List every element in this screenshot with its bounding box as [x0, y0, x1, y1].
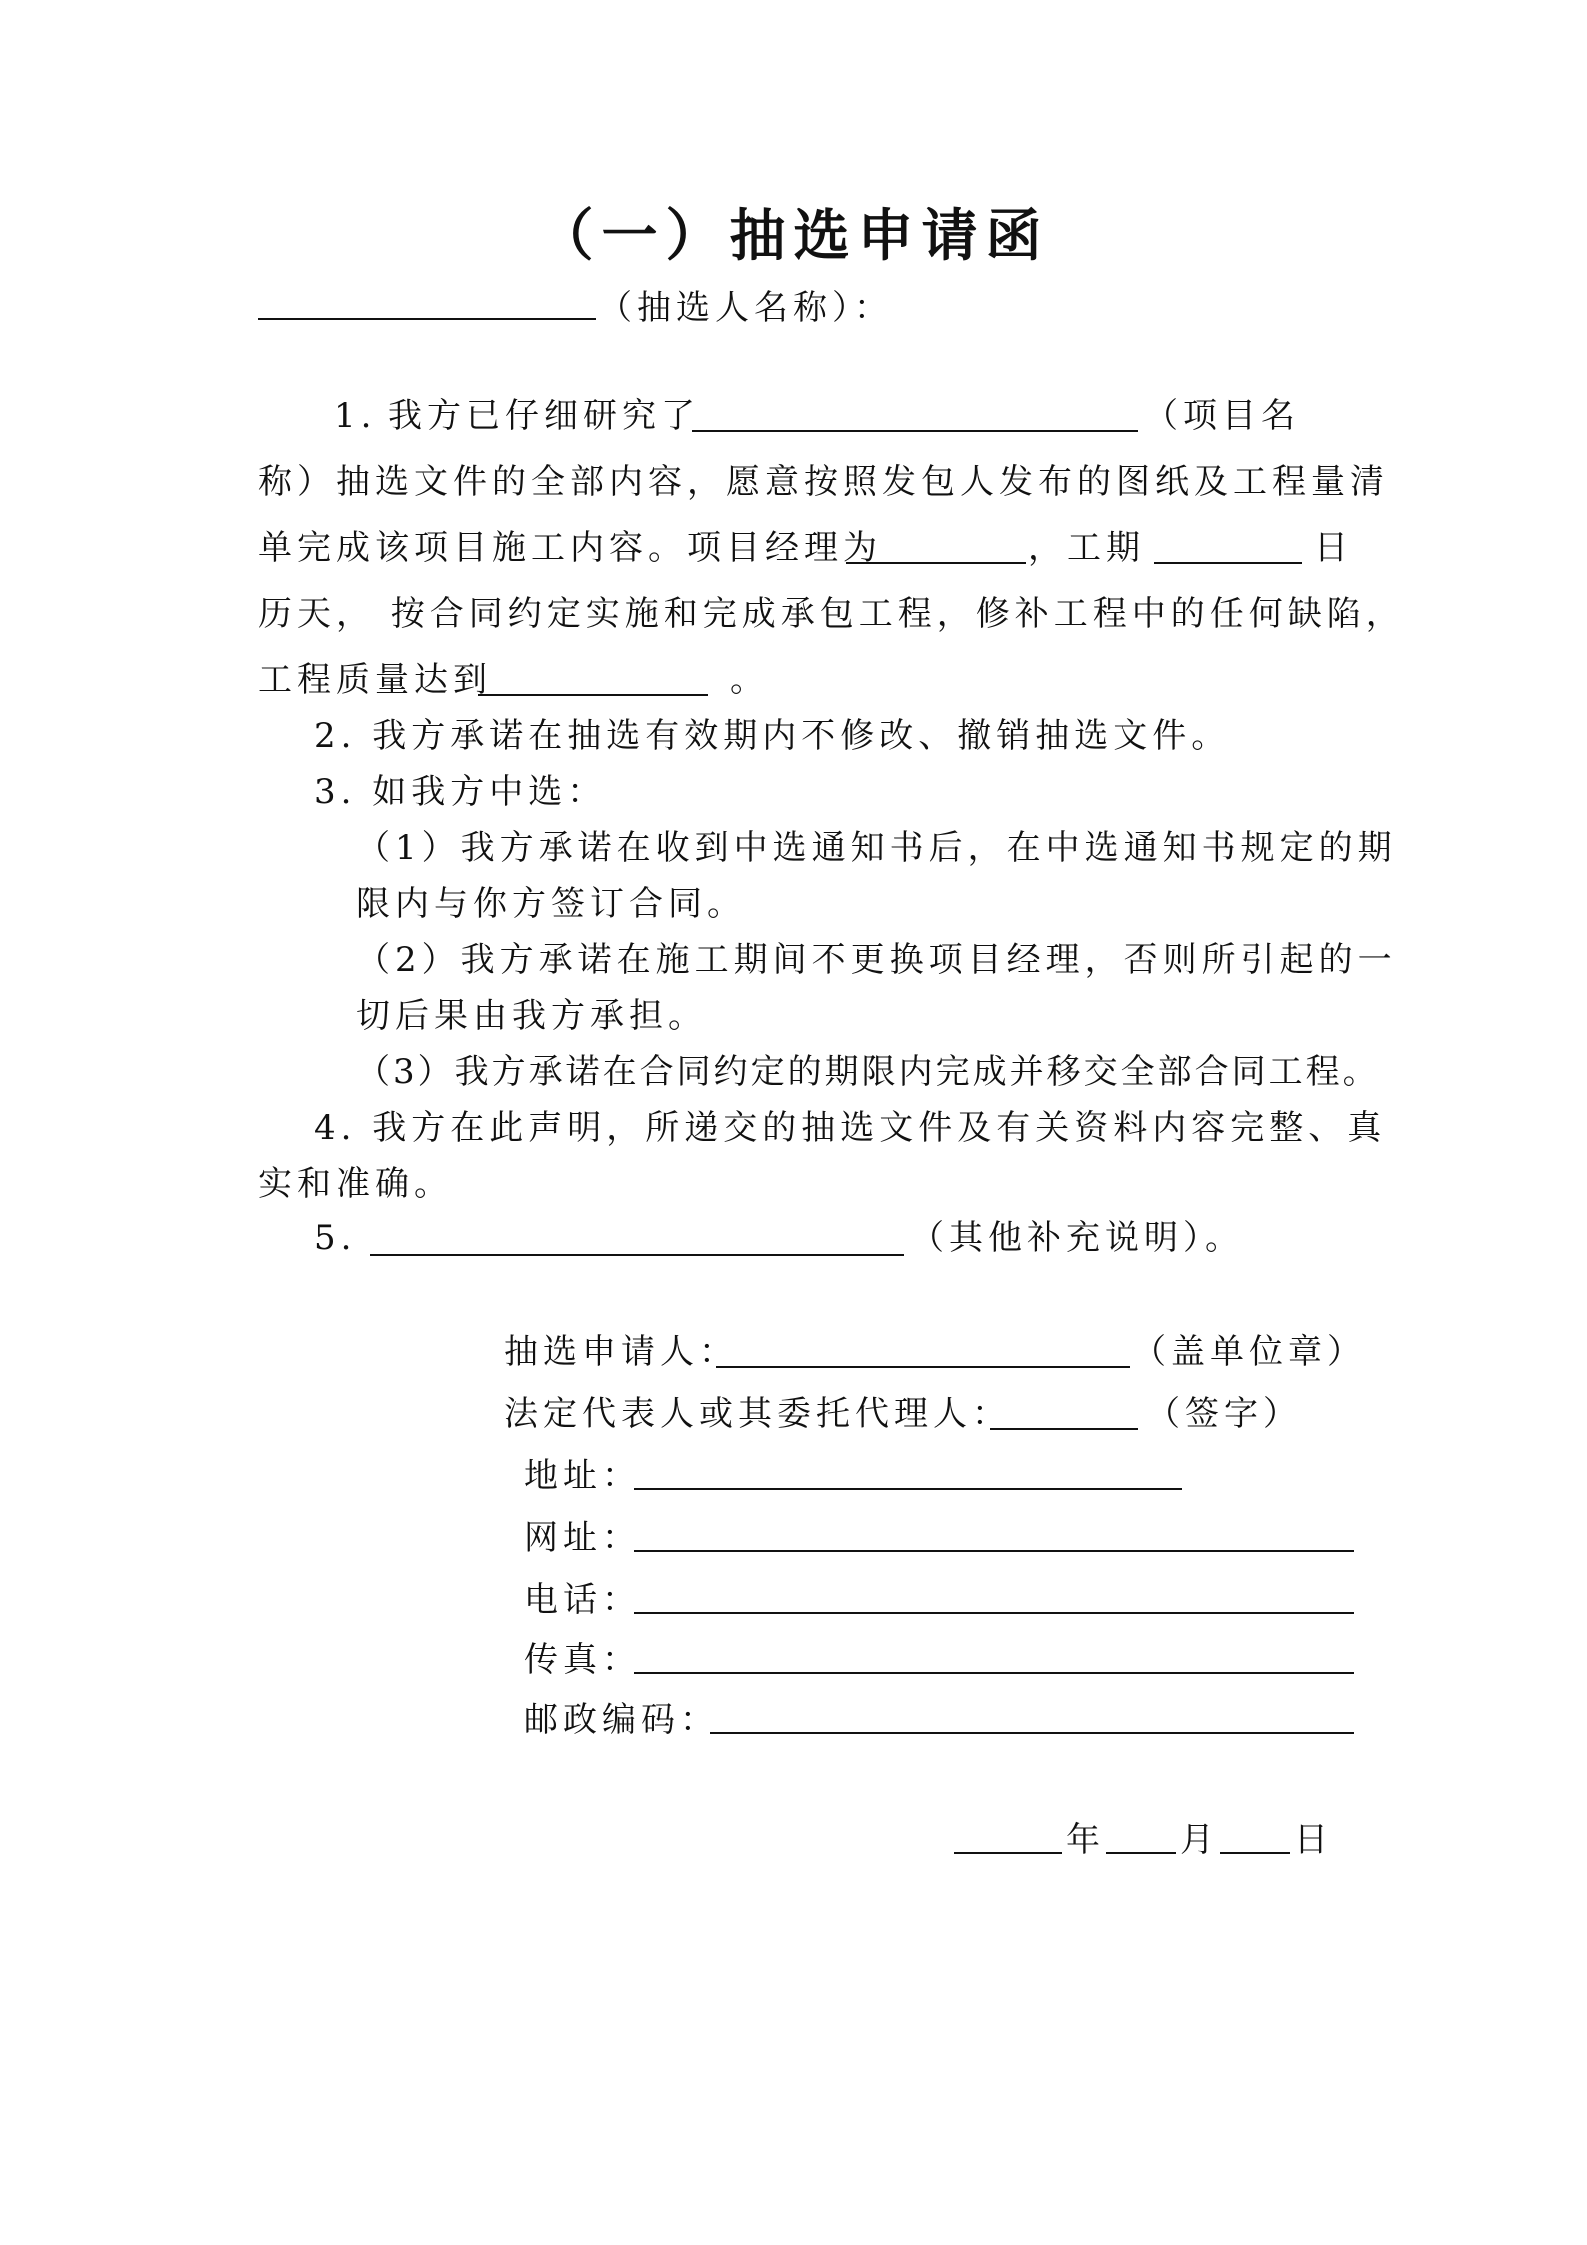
date-month-blank[interactable]: [1106, 1852, 1176, 1854]
p1-line3-text: 单完成该项目施工内容。项目经理为: [258, 528, 882, 568]
date-day-blank[interactable]: [1220, 1852, 1290, 1854]
project-manager-blank[interactable]: [846, 562, 1026, 564]
p1-line3-duration-label: ，工期: [1028, 528, 1145, 568]
postcode-label: 邮政编码：: [524, 1700, 719, 1740]
p1-line5-end: 。: [730, 660, 769, 700]
representative-label: 法定代表人或其委托代理人：: [504, 1394, 1011, 1434]
p2-text: 2. 我方承诺在抽选有效期内不修改、撤销抽选文件。: [314, 716, 1231, 756]
p1-line4: 历天， 按合同约定实施和完成承包工程，修补工程中的任何缺陷，: [258, 594, 1405, 634]
p4-line2: 实和准确。: [258, 1164, 453, 1204]
p3-item1-line2: 限内与你方签订合同。: [356, 884, 746, 924]
p3-item2-line1: （2）我方承诺在施工期间不更换项目经理，否则所引起的一: [356, 940, 1397, 980]
p3-heading: 3. 如我方中选：: [314, 772, 607, 812]
p1-line1-text: 我方已仔细研究了: [388, 396, 700, 436]
website-label: 网址：: [524, 1518, 641, 1558]
p1-number: 1.: [334, 396, 377, 436]
applicant-blank[interactable]: [716, 1366, 1130, 1368]
address-blank[interactable]: [634, 1488, 1182, 1490]
recipient-name-blank[interactable]: [258, 318, 596, 320]
address-label: 地址：: [524, 1456, 641, 1496]
applicant-label: 抽选申请人：: [504, 1332, 738, 1372]
supplementary-notes-blank[interactable]: [370, 1254, 904, 1256]
p5-number: 5.: [314, 1218, 357, 1258]
date-month-label: 月: [1180, 1820, 1219, 1860]
p3-item1-line1: （1）我方承诺在收到中选通知书后，在中选通知书规定的期: [356, 828, 1397, 868]
p5-suffix: （其他补充说明）。: [910, 1218, 1244, 1258]
p1-line2: 称）抽选文件的全部内容，愿意按照发包人发布的图纸及工程量清: [258, 462, 1389, 502]
quality-standard-blank[interactable]: [478, 694, 708, 696]
document-title: （一）抽选申请函: [537, 204, 1050, 269]
p1-line1-suffix: （项目名: [1144, 396, 1300, 436]
applicant-suffix: （盖单位章）: [1132, 1332, 1366, 1372]
fax-blank[interactable]: [634, 1672, 1354, 1674]
fax-label: 传真：: [524, 1640, 641, 1680]
addressee-label: （抽选人名称）：: [598, 288, 893, 328]
postcode-blank[interactable]: [710, 1732, 1354, 1734]
representative-suffix: （签字）: [1146, 1394, 1302, 1434]
date-day-label: 日: [1294, 1820, 1333, 1860]
p1-line3-day-label: 日: [1314, 528, 1353, 568]
duration-days-blank[interactable]: [1154, 562, 1302, 564]
p3-item2-line2: 切后果由我方承担。: [356, 996, 707, 1036]
date-year-blank[interactable]: [954, 1852, 1062, 1854]
p4-line1: 4. 我方在此声明，所递交的抽选文件及有关资料内容完整、真: [314, 1108, 1387, 1148]
phone-blank[interactable]: [634, 1612, 1354, 1614]
website-blank[interactable]: [634, 1550, 1354, 1552]
representative-blank[interactable]: [990, 1428, 1138, 1430]
p1-line5-text: 工程质量达到: [258, 660, 492, 700]
phone-label: 电话：: [524, 1580, 641, 1620]
project-name-blank[interactable]: [692, 430, 1138, 432]
p3-item3: （3）我方承诺在合同约定的期限内完成并移交全部合同工程。: [356, 1052, 1380, 1092]
date-year-label: 年: [1066, 1820, 1105, 1860]
